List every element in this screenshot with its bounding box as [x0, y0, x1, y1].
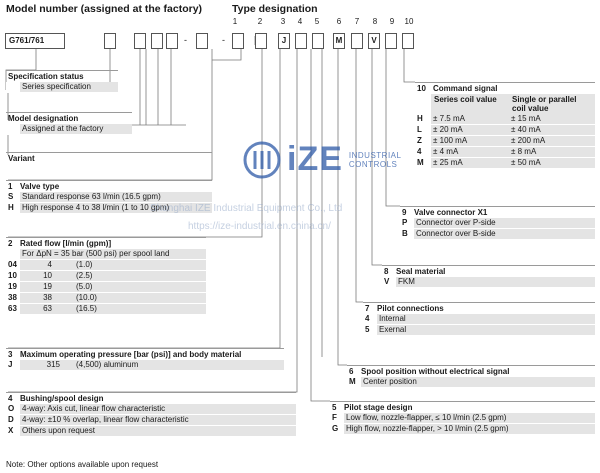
table-row: [6, 249, 206, 260]
option-value: Others upon request: [20, 426, 296, 437]
option-code: 04: [6, 260, 20, 271]
model-prefix-box: G761/761: [5, 33, 65, 49]
rated-flow-section: [6, 237, 206, 315]
pos7-box: [351, 33, 363, 49]
section-number: 2: [8, 239, 13, 248]
series-value: ± 20 mA: [431, 125, 509, 136]
table-row: [6, 415, 296, 426]
position-number: 8: [372, 17, 378, 26]
flow-lpm: 38: [20, 293, 54, 304]
flow-gpm: (10.0): [54, 293, 206, 304]
option-value: High flow, nozzle-flapper, > 10 l/min (2.5 gpm): [344, 424, 595, 435]
table-row: [382, 277, 595, 288]
table-row: [415, 114, 595, 125]
model-designation-title: Model designation: [6, 112, 132, 124]
pilot-connections-section: [363, 302, 595, 336]
pos1-box: [232, 33, 244, 49]
option-value: Exernal: [377, 325, 595, 336]
single-value: ± 200 mA: [509, 136, 595, 147]
command-signal-section: [415, 82, 595, 169]
valve-type-title: Valve type: [20, 182, 60, 191]
column-header: Series coil value: [431, 94, 509, 114]
bushing-section: [6, 392, 296, 437]
single-value: ± 15 mA: [509, 114, 595, 125]
logo-icon: [243, 141, 281, 179]
model-designation-box: [134, 33, 146, 49]
option-code: S: [6, 192, 20, 203]
option-code: Z: [415, 136, 431, 147]
option-code: V: [382, 277, 396, 288]
option-code: O: [6, 404, 20, 415]
option-code: 10: [6, 271, 20, 282]
pos8-box: V: [368, 33, 380, 49]
flow-lpm: 4: [20, 260, 54, 271]
max-pressure-title: Maximum operating pressure [bar (psi)] and body material: [20, 350, 242, 359]
table-row: [6, 426, 296, 437]
option-code: X: [6, 426, 20, 437]
option-code: 38: [6, 293, 20, 304]
dash: -: [222, 35, 225, 45]
model-number-title: Model number (assigned at the factory): [6, 3, 203, 15]
series-value: ± 7.5 mA: [431, 114, 509, 125]
option-value: Assigned at the factory: [20, 124, 132, 135]
spec-status-section: [6, 70, 118, 93]
section-number: 7: [365, 304, 370, 313]
company-logo: [243, 140, 401, 179]
position-number: 9: [389, 17, 395, 26]
spec-status-title: Specification status: [6, 70, 118, 82]
pos4-box: [295, 33, 307, 49]
table-row: [6, 82, 118, 93]
pilot-stage-section: [330, 401, 595, 435]
option-code: M: [415, 158, 431, 169]
single-value: ± 50 mA: [509, 158, 595, 169]
table-row: [6, 260, 206, 271]
model-designation-box: [151, 33, 163, 49]
column-header: Single or parallel coil value: [509, 94, 595, 114]
table-row: [415, 147, 595, 158]
bushing-title: Bushing/spool design: [20, 394, 104, 403]
series-value: ± 25 mA: [431, 158, 509, 169]
variant-box: [196, 33, 208, 49]
flow-gpm: (2.5): [54, 271, 206, 282]
table-row: [6, 271, 206, 282]
series-value: ± 100 mA: [431, 136, 509, 147]
spec-status-box: [104, 33, 116, 49]
flow-gpm: (1.0): [54, 260, 206, 271]
table-row: [330, 424, 595, 435]
table-row: [6, 293, 206, 304]
section-number: 6: [349, 367, 354, 376]
pos5-box: [312, 33, 324, 49]
option-code: H: [6, 203, 20, 214]
section-number: 8: [384, 267, 389, 276]
option-code: 4: [363, 314, 377, 325]
table-row: [6, 304, 206, 315]
pressure-bar: 315: [20, 360, 62, 371]
option-code: G: [330, 424, 344, 435]
watermark-url: https://ize-industrial.en.china.cn/: [188, 221, 331, 232]
table-row: [400, 229, 595, 240]
valve-connector-title: Valve connector X1: [414, 208, 488, 217]
option-code: [6, 124, 20, 135]
section-number: 9: [402, 208, 407, 217]
pos9-box: [385, 33, 397, 49]
pilot-connections-title: Pilot connections: [377, 304, 444, 313]
table-row: [6, 282, 206, 293]
pos6-box: M: [333, 33, 345, 49]
dash: -: [184, 35, 187, 45]
table-row: [415, 136, 595, 147]
table-row: [415, 158, 595, 169]
section-number: 5: [332, 403, 337, 412]
position-number: 4: [297, 17, 303, 26]
position-number: 1: [232, 17, 238, 26]
option-code: L: [415, 125, 431, 136]
table-row: [6, 192, 212, 203]
flow-gpm: (5.0): [54, 282, 206, 293]
position-number: 5: [314, 17, 320, 26]
logo-line2: CONTROLS: [348, 159, 398, 169]
single-value: ± 40 mA: [509, 125, 595, 136]
option-code: [6, 82, 20, 93]
table-row: [6, 404, 296, 415]
option-code: P: [400, 218, 414, 229]
section-number: 1: [8, 182, 13, 191]
option-code: 5: [363, 325, 377, 336]
pilot-stage-title: Pilot stage design: [344, 403, 413, 412]
position-number: 7: [354, 17, 360, 26]
pos3-box: J: [278, 33, 290, 49]
position-number: 6: [336, 17, 342, 26]
position-number: 3: [280, 17, 286, 26]
table-row: [363, 314, 595, 325]
pos2-box: [255, 33, 267, 49]
option-code: 63: [6, 304, 20, 315]
max-pressure-section: [6, 348, 284, 371]
flow-lpm: 10: [20, 271, 54, 282]
option-code: J: [6, 360, 20, 371]
section-number: 4: [8, 394, 13, 403]
model-designation-section: [6, 112, 132, 135]
option-code: H: [415, 114, 431, 125]
spool-position-title: Spool position without electrical signal: [361, 367, 510, 376]
logo-name: iZE: [287, 140, 343, 178]
option-value: Center position: [361, 377, 595, 388]
position-number: 2: [257, 17, 263, 26]
option-code: B: [400, 229, 414, 240]
rated-flow-title: Rated flow [l/min (gpm)]: [20, 239, 112, 248]
seal-material-section: [382, 265, 595, 288]
seal-material-title: Seal material: [396, 267, 446, 276]
variant-title: Variant: [6, 152, 212, 164]
option-value: Internal: [377, 314, 595, 325]
table-row: [415, 125, 595, 136]
option-code: 19: [6, 282, 20, 293]
rated-flow-subheader: For ΔpN = 35 bar (500 psi) per spool land: [20, 249, 206, 260]
option-value: Low flow, nozzle-flapper, ≤ 10 l/min (2.5 gpm): [344, 413, 595, 424]
table-header-row: [415, 94, 595, 114]
variant-section: [6, 152, 212, 164]
option-code: F: [330, 413, 344, 424]
flow-lpm: 63: [20, 304, 54, 315]
table-row: [330, 413, 595, 424]
table-row: [6, 360, 284, 371]
option-value: Connector over B-side: [414, 229, 595, 240]
series-value: ± 4 mA: [431, 147, 509, 158]
section-number: 3: [8, 350, 13, 359]
position-number: 10: [404, 17, 414, 26]
option-value: 4-way: Axis cut, linear flow characteristic: [20, 404, 296, 415]
watermark-company: Shanghai IZE Industrial Equipment Co., Ltd: [150, 203, 343, 214]
option-value: High response 4 to 38 l/min (1 to 10 gpm): [20, 203, 212, 214]
table-row: [6, 124, 132, 135]
pressure-psi: (4,500) aluminum: [62, 360, 284, 371]
type-designation-title: Type designation: [232, 3, 318, 15]
table-row: [347, 377, 595, 388]
option-value: Standard response 63 l/min (16.5 gpm): [20, 192, 212, 203]
logo-line1: INDUSTRIAL: [348, 150, 402, 160]
command-signal-title: Command signal: [433, 84, 498, 93]
model-designation-box: [166, 33, 178, 49]
footnote: Note: Other options available upon request: [6, 460, 159, 469]
pos10-box: [402, 33, 414, 49]
table-row: [400, 218, 595, 229]
flow-lpm: 19: [20, 282, 54, 293]
flow-gpm: (16.5): [54, 304, 206, 315]
valve-connector-section: [400, 206, 595, 240]
option-value: 4-way: ±10 % overlap, linear flow characteristic: [20, 415, 296, 426]
option-value: Connector over P-side: [414, 218, 595, 229]
spool-position-section: [347, 365, 595, 388]
option-code: D: [6, 415, 20, 426]
option-value: Series specification: [20, 82, 118, 93]
section-number: 10: [417, 84, 426, 93]
option-code: M: [347, 377, 361, 388]
option-value: FKM: [396, 277, 595, 288]
single-value: ± 8 mA: [509, 147, 595, 158]
option-code: 4: [415, 147, 431, 158]
table-row: [363, 325, 595, 336]
